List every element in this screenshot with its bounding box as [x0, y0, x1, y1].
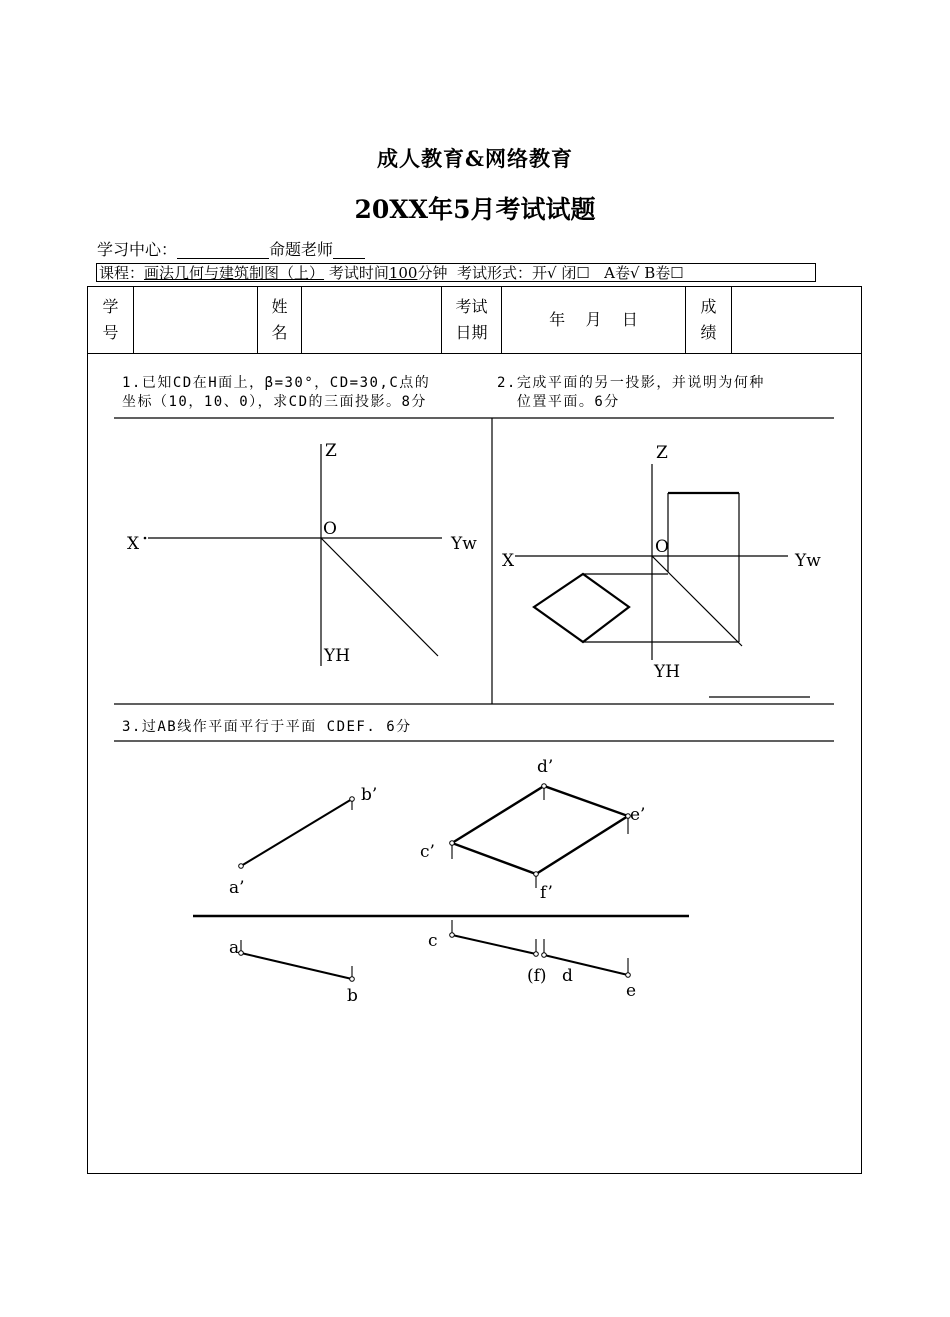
fig2-o-label: O — [655, 537, 669, 557]
fig3-de — [544, 955, 628, 975]
name-label: 姓 名 — [258, 287, 302, 353]
fig3-label-e-prime: e’ — [630, 805, 646, 825]
center-label: 学习中心： — [97, 240, 178, 259]
fig3-label-f-prime: f’ — [540, 883, 553, 903]
exam-form: 考试形式：开√ 闭☐ — [457, 264, 590, 282]
fig2-yh-label: YH — [654, 662, 681, 682]
fig2-rhombus — [534, 574, 629, 642]
fig3-label-b-prime: b’ — [361, 785, 378, 805]
exam-title: 20XX年5月考试试题 — [354, 195, 596, 224]
fig3-label-a: a — [229, 938, 240, 958]
fig1-yh-label: YH — [324, 646, 351, 666]
question-3: 3.过AB线作平面平行于平面 CDEF. 6分 — [122, 719, 412, 735]
figure-1-axes — [148, 444, 442, 666]
fig3-cdef-prime — [452, 786, 628, 874]
fig2-z-label: Z — [656, 443, 668, 463]
fig3-label-b: b — [347, 986, 358, 1006]
fig3-label-a-prime: a’ — [229, 878, 245, 898]
date-field[interactable]: 年 月 日 — [502, 287, 686, 353]
fig3-cf — [452, 935, 536, 954]
student-id-label: 学 号 — [88, 287, 134, 353]
question-1-line-1: 1.已知CD在H面上，β=30°，CD=30,C点的 — [122, 375, 431, 391]
fig3-points — [239, 784, 631, 982]
question-1-line-2: 坐标（10，10、0），求CD的三面投影。8分 — [122, 394, 427, 410]
fig1-z-label: Z — [325, 441, 337, 461]
fig2-x-label: X — [502, 551, 515, 571]
date-label: 考试 日期 — [442, 287, 502, 353]
time-label: 考试时间 — [328, 264, 389, 282]
fig1-o-label: O — [323, 519, 337, 539]
fig3-label-c-prime: c’ — [420, 842, 435, 862]
question-2-line-2: 位置平面。6分 — [497, 394, 620, 410]
question-2-line-1: 2.完成平面的另一投影，并说明为何种 — [497, 375, 765, 391]
org-header: 成人教育&网络教育 — [377, 146, 573, 171]
fig3-label-e: e — [626, 981, 637, 1001]
fig3-label-d-prime: d’ — [537, 757, 554, 777]
time-value: 100 — [388, 264, 418, 282]
fig2-yw-label: Yw — [795, 551, 821, 571]
fig3-ab — [241, 953, 352, 979]
fig3-label-f: (f) — [527, 966, 547, 986]
figure-2-axes — [515, 464, 788, 660]
paper-type: A卷√ B卷☐ — [604, 264, 684, 282]
fig1-x-dot — [144, 537, 147, 540]
teacher-label: 命题老师 — [269, 240, 334, 259]
time-unit: 分钟 — [417, 264, 448, 282]
fig3-label-c: c — [428, 931, 438, 951]
course-name: 画法几何与建筑制图（上） — [144, 264, 325, 282]
fig1-x-label: X — [127, 534, 140, 554]
course-label: 课程： — [99, 264, 145, 282]
fig3-label-d: d — [562, 966, 573, 986]
fig1-yw-label: Yw — [451, 534, 477, 554]
score-label: 成 绩 — [686, 287, 732, 353]
fig3-ab-prime — [241, 799, 352, 866]
